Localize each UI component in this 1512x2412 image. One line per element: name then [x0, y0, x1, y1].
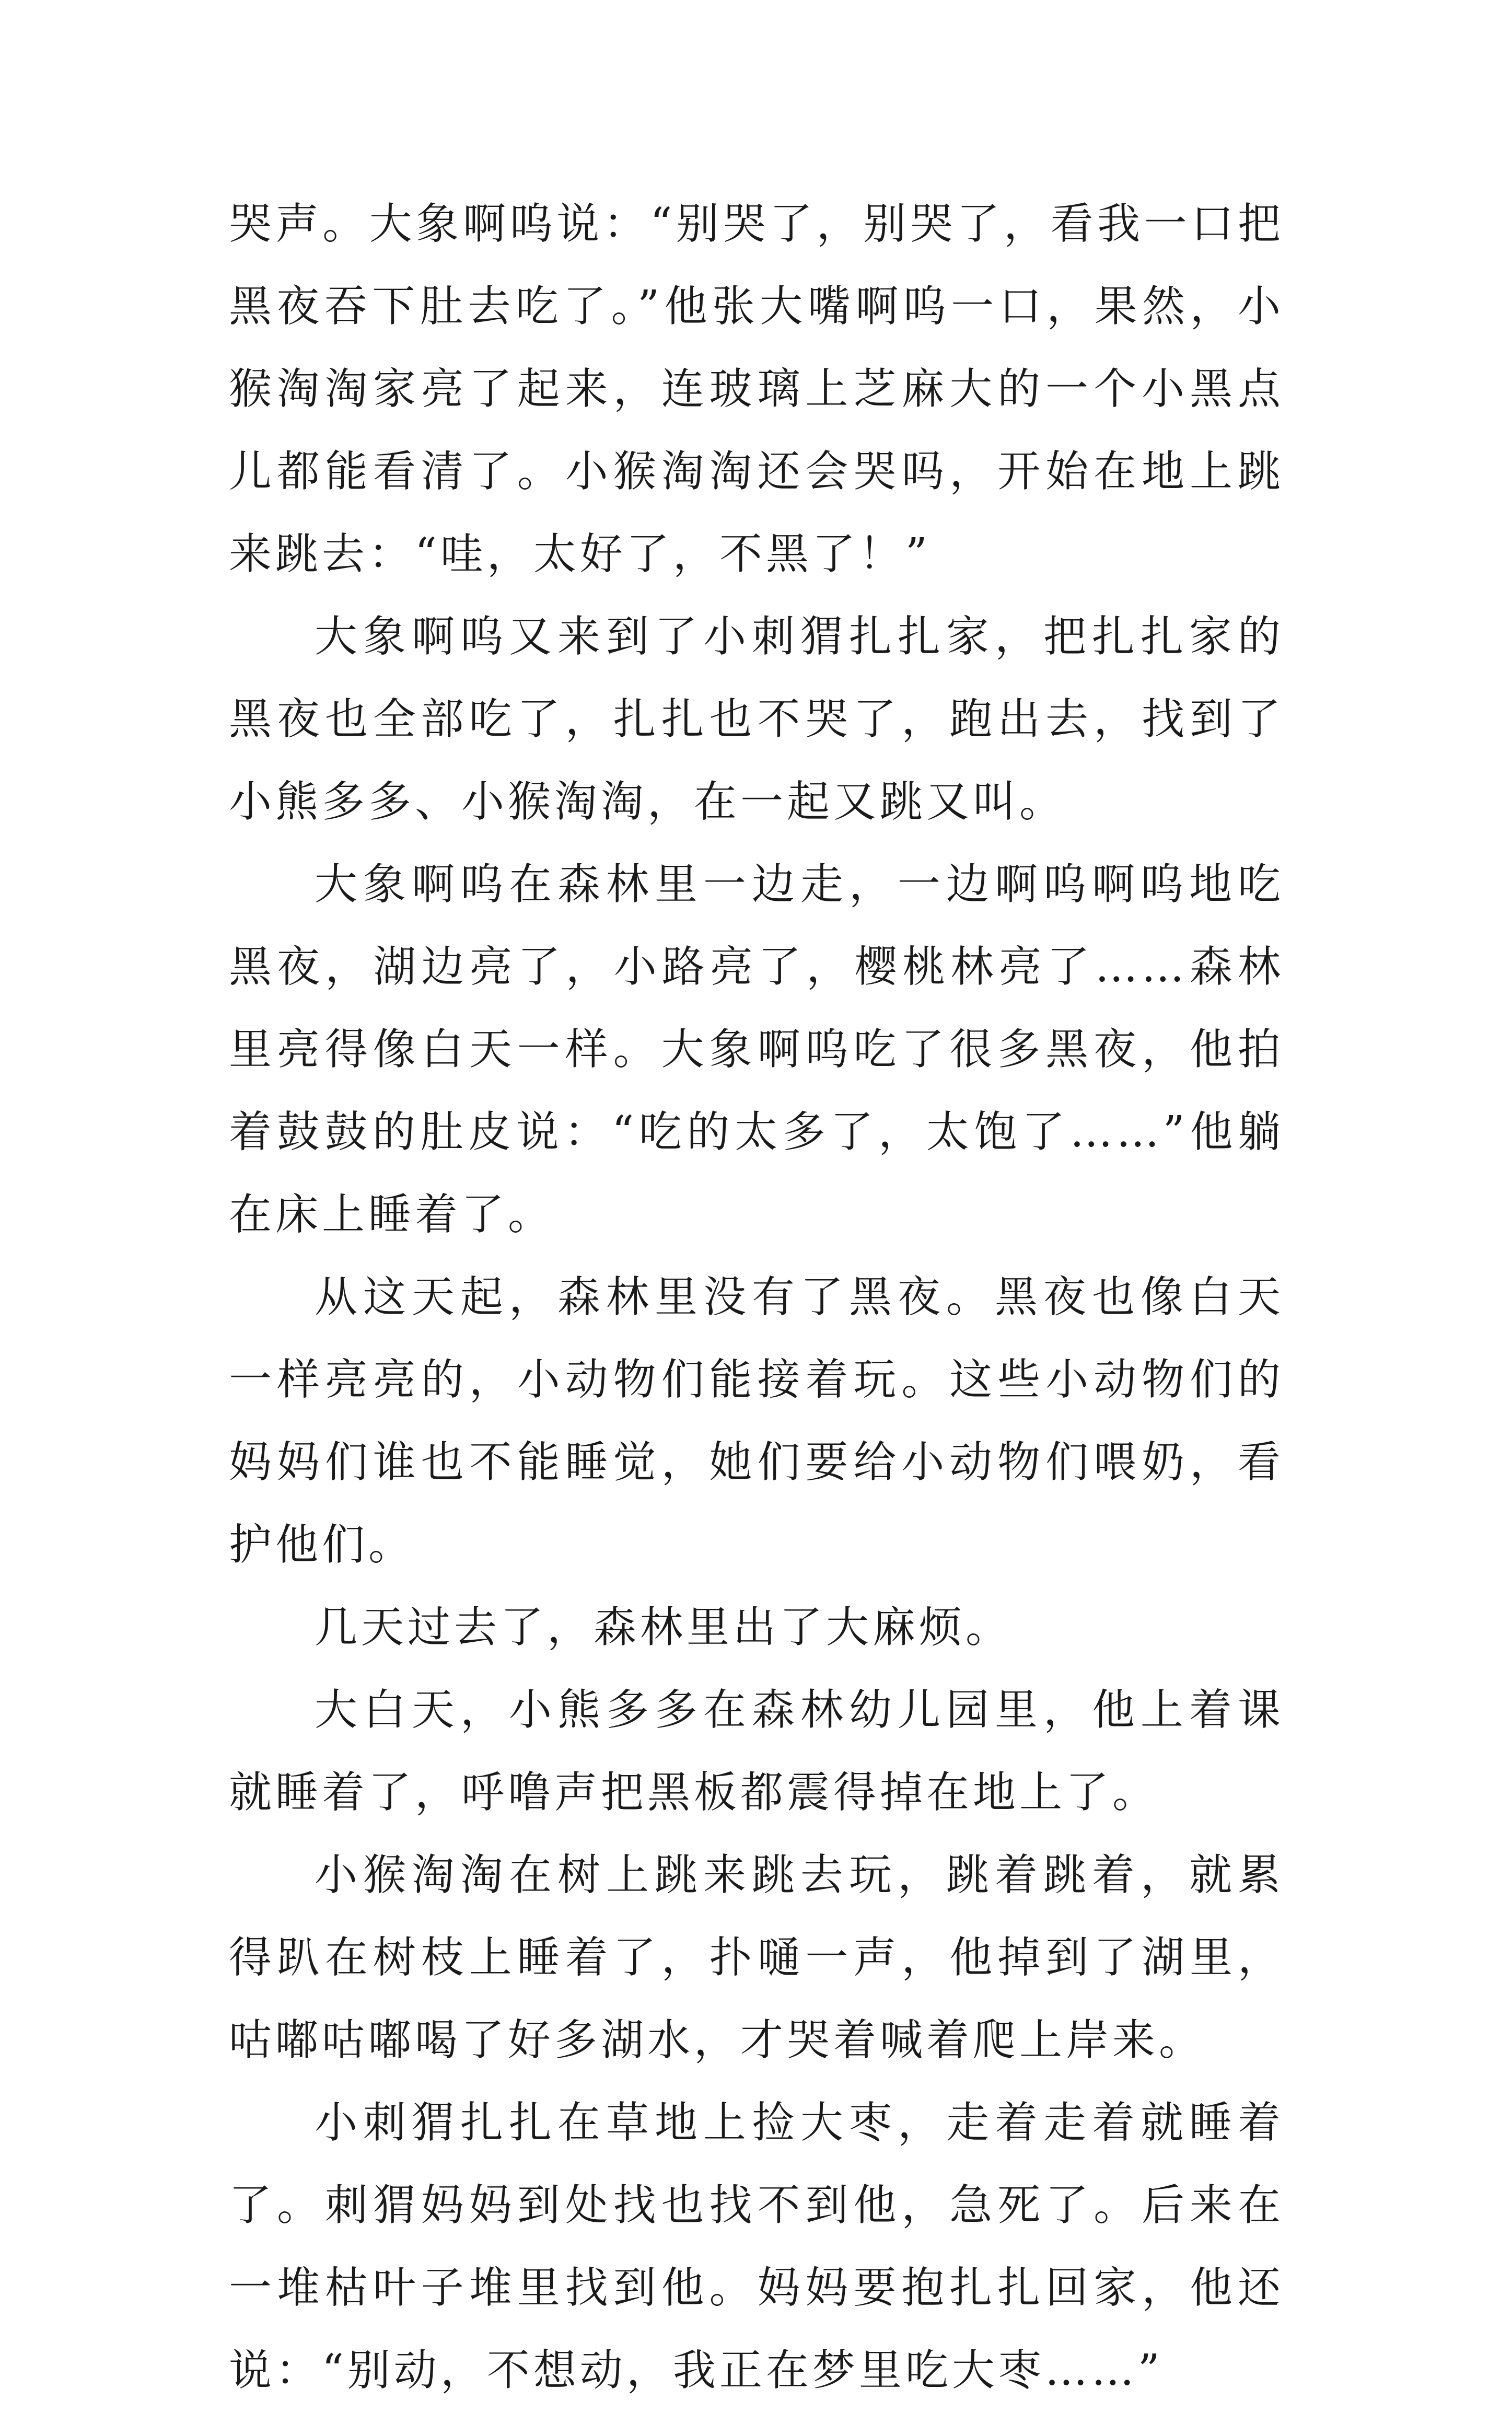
paragraph-5: 几天过去了，森林里出了大麻烦。 [315, 1603, 1013, 1652]
paragraph-4: 从这天起，森林里没有了黑夜。黑夜也像白天一样亮亮的，小动物们能接着玩。这些小动物们的妈妈们谁也不能睡觉，她们要给小动物们喂奶，看护他们。 [229, 1272, 1284, 1570]
paragraph-1: 哭声。大象啊呜说：“别哭了，别哭了，看我一口把黑夜吞下肚去吃了。”他张大嘴啊呜一口，果然，小猴淘淘家亮了起来，连玻璃上芝麻大的一个小黑点儿都能看清了。小猴淘淘还会哭吗，开始在地上跳来跳去：“哇，太好了，不黑了！” [229, 199, 1284, 579]
paragraph-2: 大象啊呜又来到了小刺猬扎扎家，把扎扎家的黑夜也全部吃了，扎扎也不哭了，跑出去，找到了小熊多多、小猴淘淘，在一起又跳又叫。 [229, 612, 1284, 827]
paragraph-8: 小刺猬扎扎在草地上捡大枣，走着走着就睡着了。刺猬妈妈到处找也找不到他，急死了。后来在一堆枯叶子堆里找到他。妈妈要抱扎扎回家，他还说：“别动，不想动，我正在梦里吃大枣……” [229, 2098, 1284, 2395]
paragraph-7: 小猴淘淘在树上跳来跳去玩，跳着跳着，就累得趴在树枝上睡着了，扑嗵一声，他掉到了湖里，咕嘟咕嘟喝了好多湖水，才哭着喊着爬上岸来。 [229, 1850, 1284, 2065]
paragraph-3: 大象啊呜在森林里一边走，一边啊呜啊呜地吃黑夜，湖边亮了，小路亮了，樱桃林亮了……森林里亮得像白天一样。大象啊呜吃了很多黑夜，他拍着鼓鼓的肚皮说：“吃的太多了，太饱了……”他躺在床上睡着了。 [229, 860, 1284, 1239]
story-text [229, 183, 1284, 2412]
paragraph-6: 大白天，小熊多多在森林幼儿园里，他上着课就睡着了，呼噜声把黑板都震得掉在地上了。 [229, 1685, 1284, 1817]
